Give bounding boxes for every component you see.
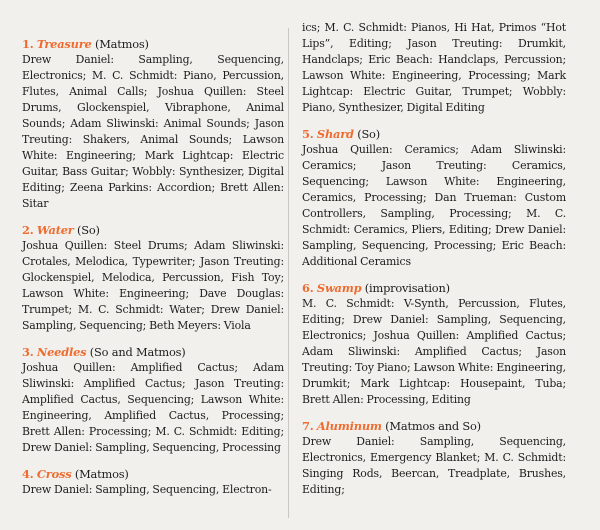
track-credits: Drew Daniel: Sampling, Sequencing, Electronics; M. C. Schmidt: Piano, Percussion, Flutes, Animal Calls; Joshua Quillen: Steel Drums, Glockenspiel, Vibraphone, Animal Sounds; Adam Sliwinski: Animal Sounds; Jason Treuting: Shakers, Animal Sounds; Lawson White: Engineering; Mark Lightcap: Electric Guitar, Bass Guitar; Wobbly: Synthesizer, Digital Editing; Zeena Parkins: Accordion; Brett Allen: Sitar [22,53,284,210]
track-number: 7. [302,419,314,433]
track-title: Shard [316,127,354,141]
track-heading [22,466,284,482]
track-title: Water [36,223,74,237]
track-credits: Joshua Quillen: Amplified Cactus; Adam Sliwinski: Amplified Cactus; Jason Treuting: Amplified Cactus, Sequencing; Lawson White: Engineering, Amplified Cactus, Processing; Brett Allen: Processing; M. C. Schmidt: Editing; Drew Daniel: Sampling, Sequencing, Processing [22,361,284,454]
track-title: Needles [36,345,87,359]
track-7 [302,418,566,498]
track-credits: Joshua Quillen: Steel Drums; Adam Sliwinski: Crotales, Melodica, Typewriter; Jason Treuting: Glockenspiel, Melodica, Percussion, Fish Toy; Lawson White: Engineering; Dave Douglas: Trumpet; M. C. Schmidt: Water; Drew Daniel: Sampling, Sequencing; Beth Meyers: Viola [22,239,284,332]
column-divider [288,28,289,518]
track-title: Cross [36,467,72,481]
track-heading [302,126,566,142]
track-credits: ics; M. C. Schmidt: Pianos, Hi Hat, Primos “Hot Lips”, Editing; Jason Treuting: Drumkit, Handclaps; Eric Beach: Handclaps, Percussion; Lawson White: Engineering, Processing; Mark Lightcap: Electric Guitar, Trumpet; Wobbly: Piano, Synthesizer, Digital Editing [302,21,566,114]
track-number: 4. [22,467,34,481]
track-heading [22,222,284,238]
track-number: 5. [302,127,314,141]
left-column [22,36,284,508]
track-2 [22,222,284,334]
track-6 [302,280,566,408]
track-4-continuation [302,20,566,116]
track-number: 3. [22,345,34,359]
track-heading [22,344,284,360]
track-composer: (So) [73,223,100,237]
track-number: 2. [22,223,34,237]
track-title: Swamp [316,281,362,295]
track-composer: (Matmos) [91,37,149,51]
track-title: Aluminum [316,419,382,433]
track-4 [22,466,284,498]
track-composer: (So and Matmos) [86,345,186,359]
track-heading [22,36,284,52]
track-composer: (Matmos and So) [381,419,481,433]
track-credits: M. C. Schmidt: V-Synth, Percussion, Flutes, Editing; Drew Daniel: Sampling, Sequencing, Electronics; Joshua Quillen: Amplified Cactus; Adam Sliwinski: Amplified Cactus; Jason Treuting: Toy Piano; Lawson White: Engineering, Drumkit; Mark Lightcap: Housepaint, Tuba; Brett Allen: Processing, Editing [302,297,566,406]
track-credits: Joshua Quillen: Ceramics; Adam Sliwinski: Ceramics; Jason Treuting: Ceramics, Sequencing; Lawson White: Engineering, Ceramics, Processing; Dan Trueman: Custom Controllers, Sampling, Processing; M. C. Schmidt: Ceramics, Pliers, Editing; Drew Daniel: Sampling, Sequencing, Processing; Eric Beach: Additional Ceramics [302,143,566,268]
track-number: 1. [22,37,34,51]
track-composer: (improvisation) [361,281,450,295]
track-composer: (Matmos) [71,467,129,481]
right-column [302,20,566,508]
track-title: Treasure [36,37,92,51]
track-heading [302,280,566,296]
track-5 [302,126,566,270]
track-3 [22,344,284,456]
track-number: 6. [302,281,314,295]
track-credits: Drew Daniel: Sampling, Sequencing, Electronics, Emergency Blanket; M. C. Schmidt: Singing Rods, Beercan, Treadplate, Brushes, Editing; [302,435,566,496]
track-composer: (So) [353,127,380,141]
track-1 [22,36,284,212]
track-credits: Drew Daniel: Sampling, Sequencing, Electron- [22,483,272,496]
track-heading [302,418,566,434]
